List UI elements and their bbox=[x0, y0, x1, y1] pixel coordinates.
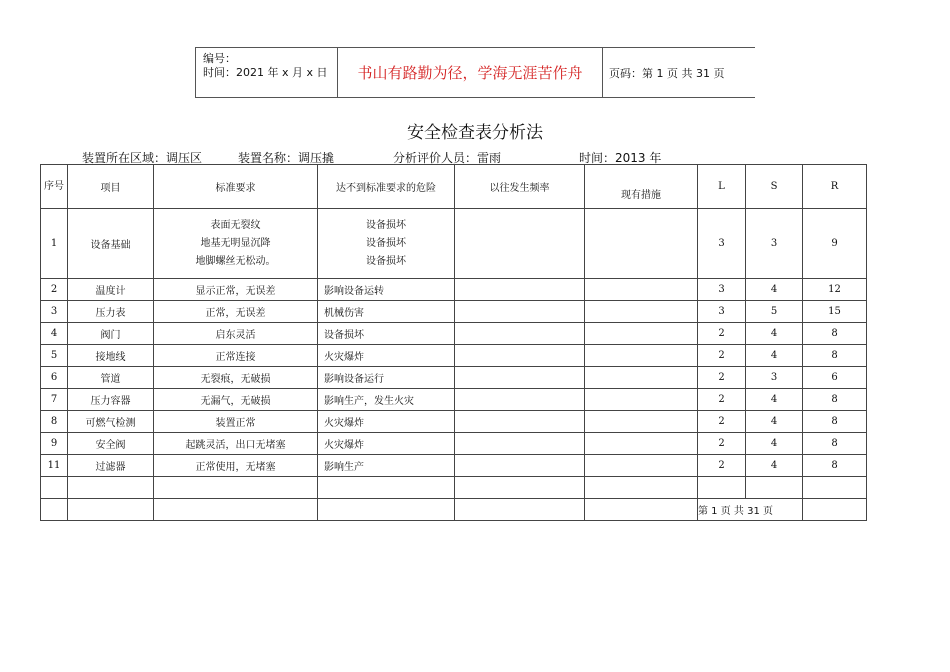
row-standard bbox=[154, 209, 318, 279]
table-row bbox=[41, 455, 867, 477]
header-r: R bbox=[803, 165, 867, 209]
row-l: 2 bbox=[698, 323, 746, 345]
row-s: 4 bbox=[746, 389, 803, 411]
row-danger: 影响生产，发生火灾 bbox=[318, 389, 455, 411]
row-s: 4 bbox=[746, 411, 803, 433]
row-frequency bbox=[455, 433, 585, 455]
row-standard: 无漏气，无破损 bbox=[154, 389, 318, 411]
row-s: 4 bbox=[746, 279, 803, 301]
checklist-table bbox=[40, 164, 867, 521]
row-standard: 装置正常 bbox=[154, 411, 318, 433]
table-row bbox=[41, 345, 867, 367]
footer-page-count: 第 1 页 共 31 页 bbox=[698, 499, 803, 521]
page-code: 页码：第 1 页 共 31 页 bbox=[609, 66, 725, 80]
row-no: 2 bbox=[41, 279, 68, 301]
row-l: 2 bbox=[698, 367, 746, 389]
row-l: 2 bbox=[698, 389, 746, 411]
table-row bbox=[41, 389, 867, 411]
row-item: 安全阀 bbox=[68, 433, 154, 455]
danger-line: 设备损坏 bbox=[366, 219, 406, 231]
row-danger: 机械伤害 bbox=[318, 301, 455, 323]
header-info-cell bbox=[196, 48, 338, 97]
row-frequency bbox=[455, 323, 585, 345]
document-number-label: 编号： bbox=[203, 52, 236, 65]
row-item: 管道 bbox=[68, 367, 154, 389]
row-item: 温度计 bbox=[68, 279, 154, 301]
row-danger: 影响生产 bbox=[318, 455, 455, 477]
row-no: 3 bbox=[41, 301, 68, 323]
row-l: 3 bbox=[698, 279, 746, 301]
table-row bbox=[41, 433, 867, 455]
table-row bbox=[41, 301, 867, 323]
row-r: 8 bbox=[803, 345, 867, 367]
empty-row bbox=[41, 477, 867, 499]
meta-evaluator: 分析评价人员：雷雨 bbox=[393, 151, 502, 165]
row-r: 9 bbox=[803, 209, 867, 279]
danger-line: 设备损坏 bbox=[366, 237, 406, 249]
row-danger: 影响设备运行 bbox=[318, 367, 455, 389]
header-l: L bbox=[698, 165, 746, 209]
row-frequency bbox=[455, 411, 585, 433]
motto: 书山有路勤为径，学海无涯苦作舟 bbox=[338, 48, 603, 97]
row-measures bbox=[585, 301, 698, 323]
row-no: 4 bbox=[41, 323, 68, 345]
row-r: 8 bbox=[803, 411, 867, 433]
standard-line: 表面无裂纹 bbox=[210, 219, 261, 231]
row-item: 压力容器 bbox=[68, 389, 154, 411]
meta-area: 装置所在区域：调压区 bbox=[82, 151, 203, 165]
row-item: 压力表 bbox=[68, 301, 154, 323]
row-frequency bbox=[455, 389, 585, 411]
header-item: 项目 bbox=[68, 165, 154, 209]
row-frequency bbox=[455, 367, 585, 389]
meta-time: 时间：2013 年 bbox=[579, 151, 662, 165]
header-measures: 现有措施 bbox=[585, 165, 698, 209]
row-r: 8 bbox=[803, 323, 867, 345]
row-l: 2 bbox=[698, 455, 746, 477]
meta-device: 装置名称：调压撬 bbox=[238, 151, 335, 165]
row-measures bbox=[585, 345, 698, 367]
table-row bbox=[41, 367, 867, 389]
row-standard: 正常连接 bbox=[154, 345, 318, 367]
row-measures bbox=[585, 323, 698, 345]
document-time: 时间：2021 年 x 月 x 日 bbox=[203, 66, 328, 79]
header-danger: 达不到标准要求的危险 bbox=[318, 165, 455, 209]
table-header-row bbox=[41, 165, 867, 209]
row-standard: 显示正常，无误差 bbox=[154, 279, 318, 301]
row-danger bbox=[318, 209, 455, 279]
row-r: 8 bbox=[803, 389, 867, 411]
row-no: 5 bbox=[41, 345, 68, 367]
page-title: 安全检查表分析法 bbox=[407, 123, 543, 143]
row-measures bbox=[585, 411, 698, 433]
row-l: 2 bbox=[698, 433, 746, 455]
row-l: 3 bbox=[698, 209, 746, 279]
row-standard: 无裂痕，无破损 bbox=[154, 367, 318, 389]
row-s: 4 bbox=[746, 345, 803, 367]
row-r: 8 bbox=[803, 455, 867, 477]
row-s: 4 bbox=[746, 455, 803, 477]
row-r: 6 bbox=[803, 367, 867, 389]
table-row bbox=[41, 279, 867, 301]
row-danger: 火灾爆炸 bbox=[318, 345, 455, 367]
row-s: 3 bbox=[746, 367, 803, 389]
row-danger: 设备损坏 bbox=[318, 323, 455, 345]
header-s: S bbox=[746, 165, 803, 209]
row-l: 2 bbox=[698, 345, 746, 367]
row-s: 3 bbox=[746, 209, 803, 279]
row-s: 4 bbox=[746, 433, 803, 455]
row-item: 接地线 bbox=[68, 345, 154, 367]
row-l: 2 bbox=[698, 411, 746, 433]
row-frequency bbox=[455, 209, 585, 279]
row-l: 3 bbox=[698, 301, 746, 323]
table-row bbox=[41, 209, 867, 279]
header-seq: 序号 bbox=[41, 165, 68, 209]
row-measures bbox=[585, 389, 698, 411]
row-standard: 正常使用，无堵塞 bbox=[154, 455, 318, 477]
table-row bbox=[41, 411, 867, 433]
row-item: 过滤器 bbox=[68, 455, 154, 477]
row-danger: 影响设备运转 bbox=[318, 279, 455, 301]
danger-line: 设备损坏 bbox=[366, 255, 406, 267]
row-measures bbox=[585, 279, 698, 301]
row-r: 12 bbox=[803, 279, 867, 301]
standard-line: 地基无明显沉降 bbox=[200, 237, 271, 249]
header-frequency: 以往发生频率 bbox=[455, 165, 585, 209]
row-frequency bbox=[455, 345, 585, 367]
standard-line: 地脚螺丝无松动。 bbox=[195, 255, 276, 267]
row-standard: 启东灵活 bbox=[154, 323, 318, 345]
row-measures bbox=[585, 367, 698, 389]
row-no: 8 bbox=[41, 411, 68, 433]
row-measures bbox=[585, 209, 698, 279]
row-s: 4 bbox=[746, 323, 803, 345]
row-no: 9 bbox=[41, 433, 68, 455]
row-no: 1 bbox=[41, 209, 68, 279]
header-standard: 标准要求 bbox=[154, 165, 318, 209]
row-item: 阀门 bbox=[68, 323, 154, 345]
row-item: 可燃气检测 bbox=[68, 411, 154, 433]
row-measures bbox=[585, 433, 698, 455]
row-danger: 火灾爆炸 bbox=[318, 411, 455, 433]
row-no: 7 bbox=[41, 389, 68, 411]
row-measures bbox=[585, 455, 698, 477]
row-r: 8 bbox=[803, 433, 867, 455]
row-frequency bbox=[455, 455, 585, 477]
table-row bbox=[41, 323, 867, 345]
row-item: 设备基础 bbox=[68, 209, 154, 279]
row-frequency bbox=[455, 301, 585, 323]
row-r: 15 bbox=[803, 301, 867, 323]
table-footer-row bbox=[41, 499, 867, 521]
table-body bbox=[41, 279, 867, 477]
row-standard: 正常，无误差 bbox=[154, 301, 318, 323]
row-s: 5 bbox=[746, 301, 803, 323]
row-no: 11 bbox=[41, 455, 68, 477]
row-danger: 火灾爆炸 bbox=[318, 433, 455, 455]
row-standard: 起跳灵活，出口无堵塞 bbox=[154, 433, 318, 455]
row-frequency bbox=[455, 279, 585, 301]
header-box bbox=[195, 47, 755, 98]
row-no: 6 bbox=[41, 367, 68, 389]
